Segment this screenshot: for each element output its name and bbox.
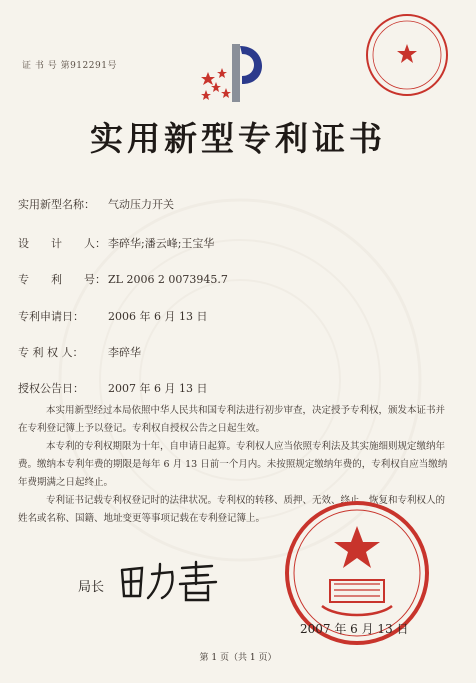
field-application-date [18, 308, 207, 324]
paragraph-term: 本专利的专利权期限为十年，自申请日起算。专利权人应当依照专利法及其实施细则规定缴纳年费。缴纳本专利年费的期限是每年 6 月 13 日前一个月内。未按照规定缴纳年费的，专利权自应当缴纳年费期满之日起终止。 [18, 441, 448, 488]
field-utility-name [18, 196, 174, 212]
certificate-number: 证 书 号 第912291号 [22, 61, 117, 71]
seal-date: 2007 年 6 月 13 日 [300, 622, 409, 636]
top-seal [364, 12, 450, 98]
field-label: 专利申请日： [18, 310, 84, 323]
field-label: 专 利 权 人： [18, 346, 84, 359]
paragraph-record: 专利证书记载专利权登记时的法律状况。专利权的转移、质押、无效、终止、恢复和专利权人的姓名或名称、国籍、地址变更等事项记载在专利登记簿上。 [18, 495, 446, 524]
field-patentee [18, 344, 141, 360]
director-signature [116, 556, 226, 606]
director-label: 局长 [78, 580, 105, 595]
field-grant-date [18, 380, 207, 396]
field-value: 李碎华 [108, 346, 141, 359]
field-designer [18, 235, 214, 251]
page-number: 第 1 页（共 1 页） [199, 653, 277, 663]
certificate-title: 实用新型专利证书 [90, 119, 386, 158]
field-value: 李碎华;潘云峰;王宝华 [108, 237, 215, 250]
sipo-logo [196, 38, 276, 108]
field-label: 设 计 人： [18, 237, 106, 250]
field-label: 授权公告日： [18, 382, 84, 395]
field-label: 实用新型名称： [18, 198, 95, 211]
field-patent-number [18, 271, 228, 287]
field-value: 气动压力开关 [108, 198, 174, 211]
field-label: 专 利 号： [18, 273, 106, 286]
field-value: 2006 年 6 月 13 日 [108, 310, 208, 323]
field-value: ZL 2006 2 0073945.7 [108, 273, 228, 286]
paragraph-grant: 本实用新型经过本局依照中华人民共和国专利法进行初步审查，决定授予专利权，颁发本证书并在专利登记簿上予以登记。专利权自授权公告之日起生效。 [18, 405, 446, 434]
field-value: 2007 年 6 月 13 日 [108, 382, 208, 395]
